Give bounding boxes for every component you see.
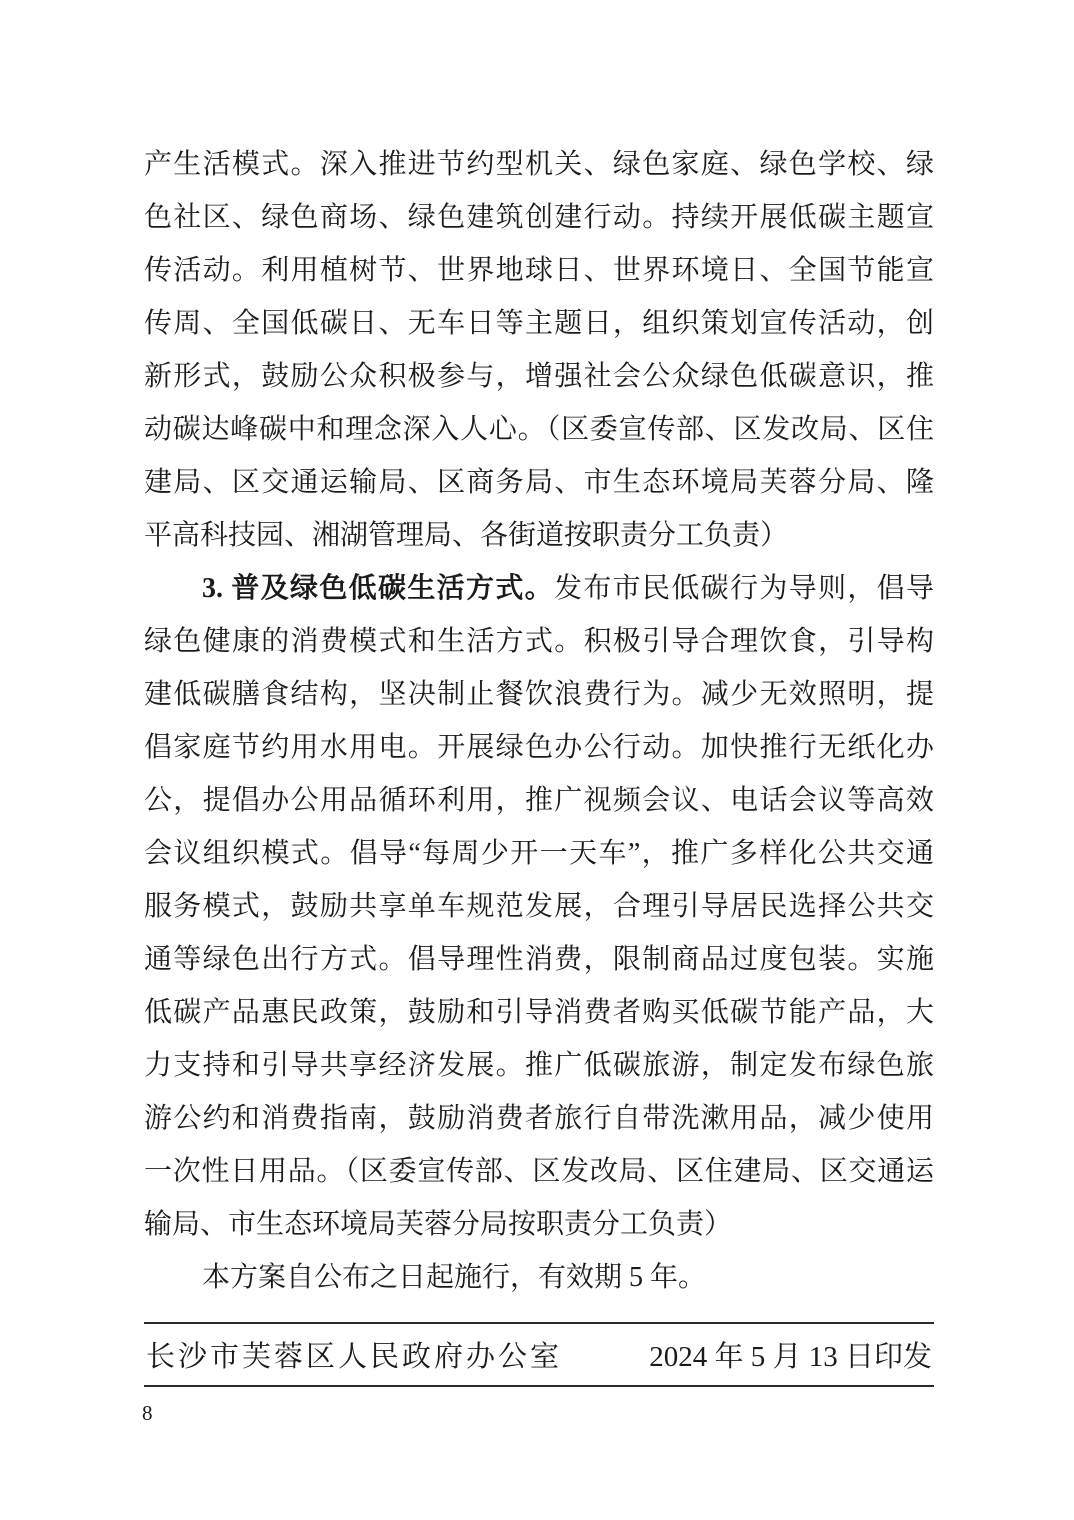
text-line (144, 827, 934, 880)
text-run: 产生活模式。深入推进节约型机关、绿色家庭、绿色学校、绿 (144, 149, 934, 180)
text-line (144, 880, 934, 933)
text-run: 一次性日用品。（区委宣传部、区发改局、区住建局、区交通运 (144, 1156, 934, 1187)
text-line (144, 509, 934, 562)
text-line (144, 1039, 934, 1092)
text-line (144, 191, 934, 244)
footer-issuer: 长沙市芙蓉区人民政府办公室 (146, 1341, 563, 1373)
footer-bottom-rule (144, 1385, 934, 1387)
footer (144, 1322, 934, 1387)
text-line (144, 1092, 934, 1145)
text-run: 平高科技园、湘湖管理局、各街道按职责分工负责） (144, 520, 789, 551)
bold-text-run: 3. 普及绿色低碳生活方式。 (202, 573, 554, 604)
text-run: 本方案自公布之日起施行，有效期 5 年。 (202, 1262, 707, 1293)
text-run: 会议组织模式。倡导“每周少开一天车”，推广多样化公共交通 (144, 838, 934, 869)
text-run: 绿色健康的消费模式和生活方式。积极引导合理饮食，引导构 (144, 626, 934, 657)
text-line (144, 138, 934, 191)
footer-row (144, 1324, 934, 1385)
text-run: 色社区、绿色商场、绿色建筑创建行动。持续开展低碳主题宣 (144, 202, 934, 233)
text-line (144, 774, 934, 827)
text-line (144, 1145, 934, 1198)
text-run: 新形式，鼓励公众积极参与，增强社会公众绿色低碳意识，推 (144, 361, 934, 392)
text-run: 传活动。利用植树节、世界地球日、世界环境日、全国节能宣 (144, 255, 934, 286)
page-number: 8 (142, 1401, 153, 1425)
text-run: 输局、市生态环境局芙蓉分局按职责分工负责） (144, 1209, 733, 1240)
text-line (144, 350, 934, 403)
text-line (144, 456, 934, 509)
text-run: 游公约和消费指南，鼓励消费者旅行自带洗漱用品，减少使用 (144, 1103, 934, 1134)
footer-print-date: 2024 年 5 月 13 日印发 (649, 1341, 932, 1373)
text-run: 力支持和引导共享经济发展。推广低碳旅游，制定发布绿色旅 (144, 1050, 934, 1081)
text-run: 建局、区交通运输局、区商务局、市生态环境局芙蓉分局、隆 (144, 467, 934, 498)
text-line (144, 615, 934, 668)
text-run: 公，提倡办公用品循环利用，推广视频会议、电话会议等高效 (144, 785, 934, 816)
text-run: 低碳产品惠民政策，鼓励和引导消费者购买低碳节能产品，大 (144, 997, 934, 1028)
text-line (144, 297, 934, 350)
text-line (144, 668, 934, 721)
text-line (144, 986, 934, 1039)
text-run: 动碳达峰碳中和理念深入人心。（区委宣传部、区发改局、区住 (144, 414, 934, 445)
document-body (144, 138, 934, 1304)
text-line (144, 1198, 934, 1251)
text-run: 建低碳膳食结构，坚决制止餐饮浪费行为。减少无效照明，提 (144, 679, 934, 710)
text-line (144, 403, 934, 456)
text-line (144, 562, 934, 615)
text-line (144, 1251, 934, 1304)
text-line (144, 933, 934, 986)
text-line (144, 244, 934, 297)
text-run: 发布市民低碳行为导则，倡导 (554, 573, 934, 604)
text-run: 通等绿色出行方式。倡导理性消费，限制商品过度包装。实施 (144, 944, 934, 975)
text-run: 倡家庭节约用水用电。开展绿色办公行动。加快推行无纸化办 (144, 732, 934, 763)
text-run: 传周、全国低碳日、无车日等主题日，组织策划宣传活动，创 (144, 308, 934, 339)
text-run: 服务模式，鼓励共享单车规范发展，合理引导居民选择公共交 (144, 891, 934, 922)
text-line (144, 721, 934, 774)
